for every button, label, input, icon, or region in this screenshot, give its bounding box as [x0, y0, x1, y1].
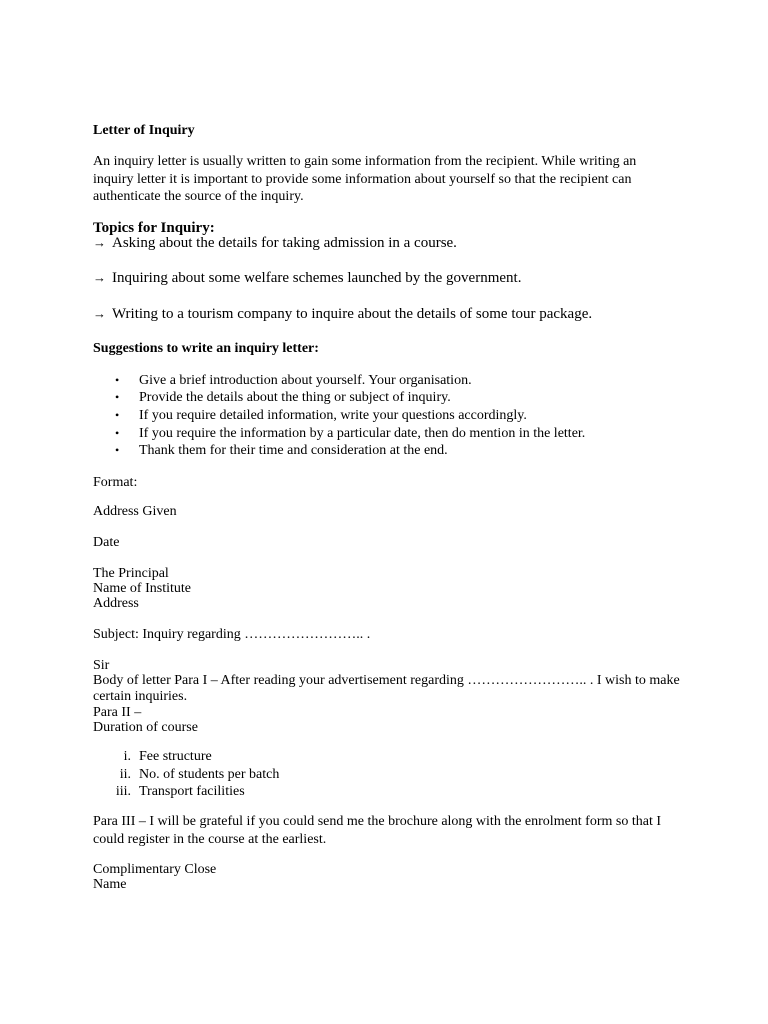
salutation: Sir — [93, 658, 110, 673]
subject-line: Subject: Inquiry regarding …………………….. . — [93, 627, 371, 642]
bullet-icon: • — [115, 426, 120, 440]
recipient-line: The Principal — [93, 566, 169, 581]
list-item-text: Fee structure — [139, 749, 212, 764]
topic-item — [93, 235, 457, 252]
recipient-line: Address — [93, 596, 139, 611]
topic-item — [93, 306, 592, 323]
list-item-text: Thank them for their time and consideration at the end. — [139, 443, 448, 458]
complimentary-close: Complimentary Close — [93, 862, 217, 877]
suggestions-heading: Suggestions to write an inquiry letter: — [93, 341, 319, 356]
list-item-text: If you require detailed information, write your questions accordingly. — [139, 408, 527, 423]
recipient-line: Name of Institute — [93, 581, 191, 596]
bullet-icon: • — [115, 390, 120, 404]
topic-text: Inquiring about some welfare schemes launched by the government. — [112, 270, 522, 286]
body-paragraph-3: Para III – I will be grateful if you could send me the brochure along with the enrolment form so that I could register in the course at the earliest. — [93, 814, 661, 847]
bullet-icon: • — [115, 408, 120, 422]
para-2-label: Para II – — [93, 705, 142, 720]
list-marker: iii. — [115, 784, 131, 799]
list-item-text: Give a brief introduction about yourself. Your organisation. — [139, 373, 472, 388]
list-marker: ii. — [119, 767, 131, 782]
topic-text: Asking about the details for taking admission in a course. — [112, 235, 457, 251]
list-item-text: Transport facilities — [139, 784, 245, 799]
list-marker: i. — [123, 749, 131, 764]
list-item-text: Provide the details about the thing or subject of inquiry. — [139, 390, 451, 405]
list-item-text: If you require the information by a particular date, then do mention in the letter. — [139, 426, 586, 441]
date-line: Date — [93, 535, 120, 550]
arrow-icon: → — [93, 306, 106, 321]
document-title: Letter of Inquiry — [93, 123, 195, 138]
arrow-icon: → — [93, 235, 106, 250]
address-given: Address Given — [93, 504, 177, 519]
list-item-text: No. of students per batch — [139, 767, 280, 782]
format-label: Format: — [93, 475, 138, 490]
topic-text: Writing to a tourism company to inquire about the details of some tour package. — [112, 306, 593, 322]
topics-heading: Topics for Inquiry: — [93, 220, 215, 236]
arrow-icon: → — [93, 270, 106, 285]
intro-paragraph: An inquiry letter is usually written to gain some information from the recipient. While writing an inquiry letter it is important to provide some information about yourself so that the recipient can authenticate the source of the inquiry. — [93, 154, 637, 204]
bullet-icon: • — [115, 373, 120, 387]
duration-line: Duration of course — [93, 720, 198, 735]
name-line: Name — [93, 877, 127, 892]
body-paragraph-1: Body of letter Para I – After reading your advertisement regarding …………………….. . I wish to make certain inquiries. — [93, 673, 680, 704]
bullet-icon: • — [115, 443, 120, 457]
topic-item — [93, 270, 521, 287]
